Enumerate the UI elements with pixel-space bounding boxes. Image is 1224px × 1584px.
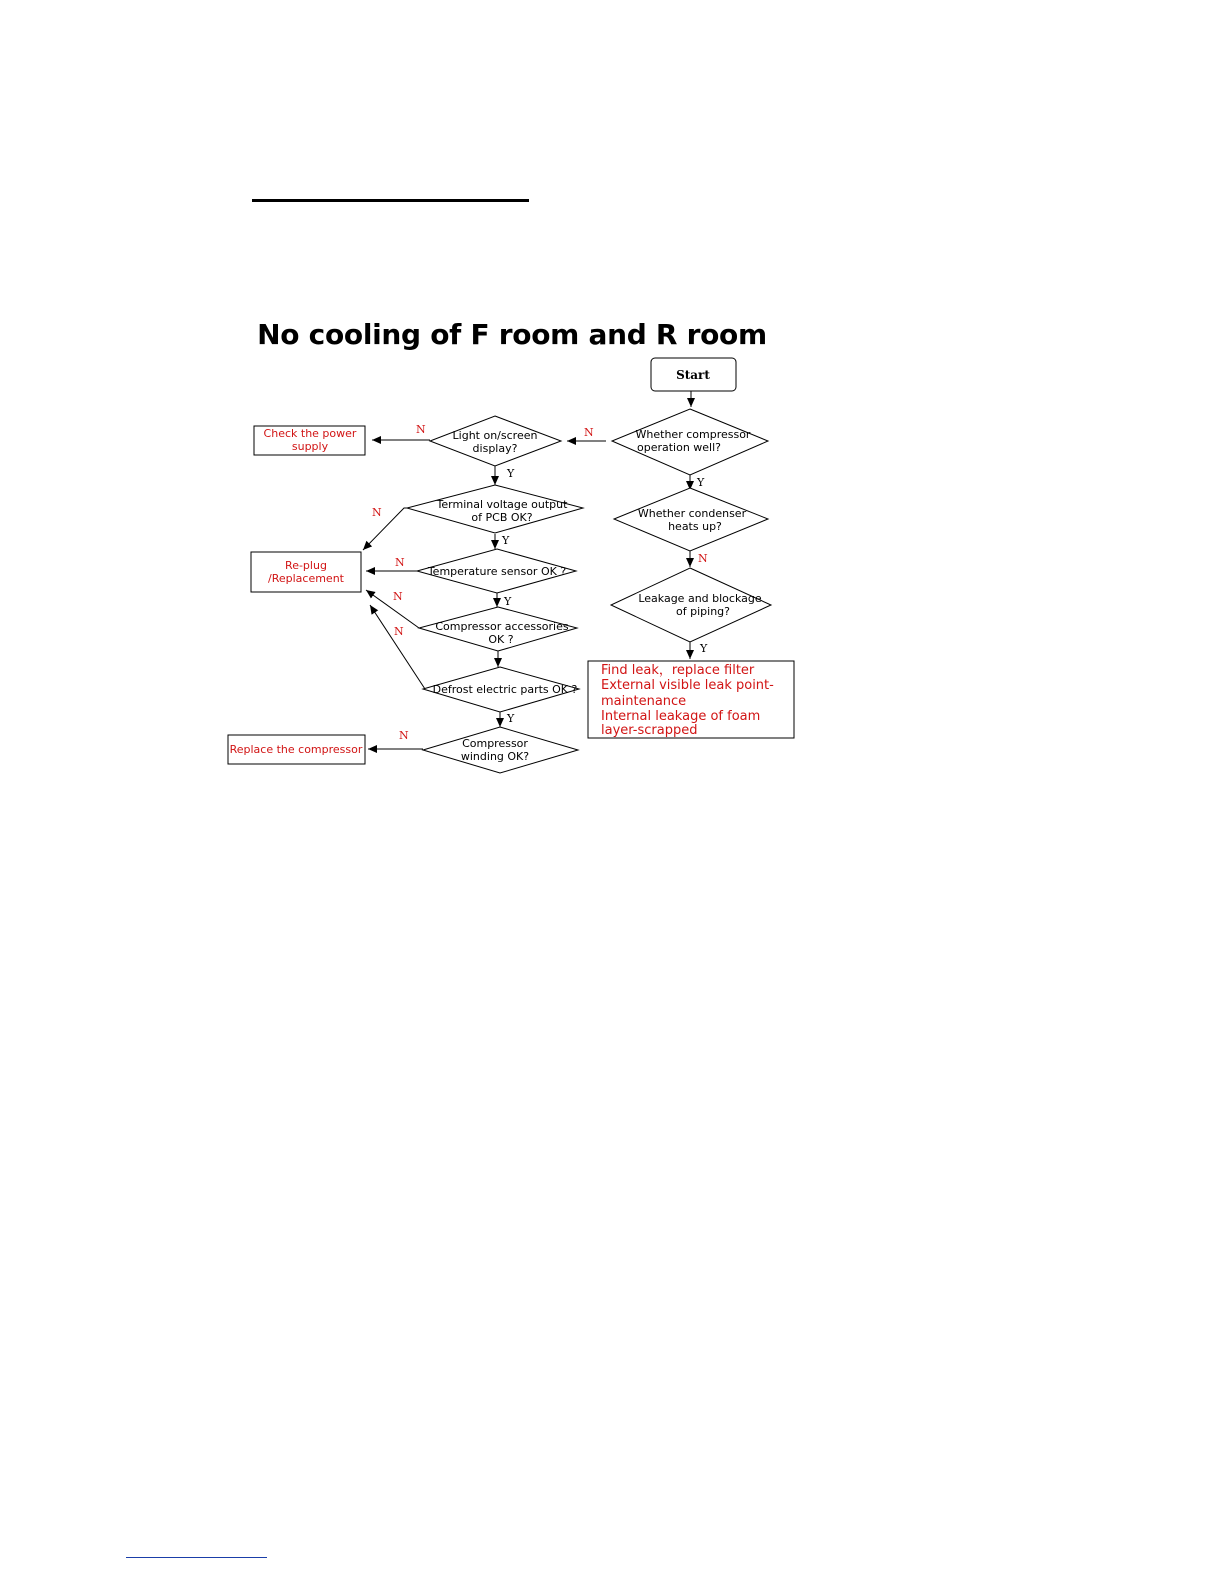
svg-text:Whether compressor: Whether compressor bbox=[635, 428, 751, 441]
decision-condenser bbox=[614, 488, 768, 551]
edge-terminal-replug bbox=[363, 508, 407, 550]
svg-text:operation well?: operation well? bbox=[636, 441, 722, 454]
svg-text:winding OK?: winding OK? bbox=[460, 750, 530, 763]
decision-accessories bbox=[419, 607, 577, 651]
label-y-leakage: Y bbox=[700, 642, 708, 655]
decision-leakage bbox=[611, 568, 771, 642]
svg-text:Compressor accessories: Compressor accessories bbox=[435, 620, 569, 633]
start-label: Start bbox=[676, 368, 710, 382]
svg-text:Terminal voltage output: Terminal voltage output bbox=[436, 498, 568, 511]
label-n-condenser: N bbox=[698, 552, 708, 565]
flowchart-title: No cooling of F room and R room bbox=[257, 318, 767, 351]
svg-text:Leakage and blockage: Leakage and blockage bbox=[638, 592, 762, 605]
decision-light bbox=[430, 416, 561, 466]
result-leak-box bbox=[588, 661, 794, 738]
result-replace-compressor-box bbox=[228, 735, 365, 764]
label-y-compressor: Y bbox=[697, 476, 705, 489]
decision-winding bbox=[423, 727, 578, 773]
result-replug-box bbox=[251, 552, 361, 592]
label-n-light: N bbox=[416, 423, 426, 436]
label-n-defrost: N bbox=[394, 625, 404, 638]
svg-text:External visible leak point-: External visible leak point- bbox=[601, 678, 774, 693]
svg-text:supply: supply bbox=[291, 440, 329, 453]
start-node bbox=[651, 358, 736, 391]
footer-link-rule bbox=[126, 1557, 267, 1558]
svg-text:Re-plug: Re-plug bbox=[285, 559, 327, 572]
label-n-temp: N bbox=[395, 556, 405, 569]
svg-text:Light on/screen: Light on/screen bbox=[452, 429, 538, 442]
svg-text:Whether condenser: Whether condenser bbox=[637, 507, 747, 520]
decision-terminal bbox=[407, 485, 583, 533]
svg-text:Compressor: Compressor bbox=[462, 737, 528, 750]
label-y-light: Y bbox=[507, 467, 515, 480]
label-y-temp: Y bbox=[504, 595, 512, 608]
label-n-compressor: N bbox=[584, 426, 594, 439]
label-n-accessories: N bbox=[393, 590, 403, 603]
decision-defrost bbox=[423, 667, 579, 712]
svg-text:Find leak，replace filter: Find leak，replace filter bbox=[601, 663, 755, 678]
svg-text:of PCB OK?: of PCB OK? bbox=[471, 511, 533, 524]
svg-text:Temperature sensor OK ?: Temperature sensor OK ? bbox=[427, 565, 567, 578]
label-y-defrost: Y bbox=[507, 712, 515, 725]
svg-text:layer-scrapped: layer-scrapped bbox=[601, 723, 698, 738]
svg-text:/Replacement: /Replacement bbox=[268, 572, 344, 585]
result-power-box bbox=[254, 426, 365, 455]
label-y-terminal: Y bbox=[502, 534, 510, 547]
label-n-winding: N bbox=[399, 729, 409, 742]
svg-text:heats up?: heats up? bbox=[668, 520, 722, 533]
decision-compressor bbox=[612, 409, 768, 475]
svg-text:of piping?: of piping? bbox=[676, 605, 730, 618]
svg-text:Internal leakage of foam: Internal leakage of foam bbox=[601, 709, 761, 724]
label-n-terminal: N bbox=[372, 506, 382, 519]
svg-text:Check the power: Check the power bbox=[263, 427, 357, 440]
svg-text:OK ?: OK ? bbox=[488, 633, 514, 646]
edge-defrost-replug bbox=[370, 605, 425, 689]
svg-text:Replace the compressor: Replace the compressor bbox=[229, 743, 363, 756]
svg-text:display?: display? bbox=[472, 442, 518, 455]
svg-text:maintenance: maintenance bbox=[601, 694, 687, 709]
decision-temperature bbox=[417, 549, 576, 593]
svg-text:Defrost electric parts OK ?: Defrost electric parts OK ? bbox=[432, 683, 578, 696]
